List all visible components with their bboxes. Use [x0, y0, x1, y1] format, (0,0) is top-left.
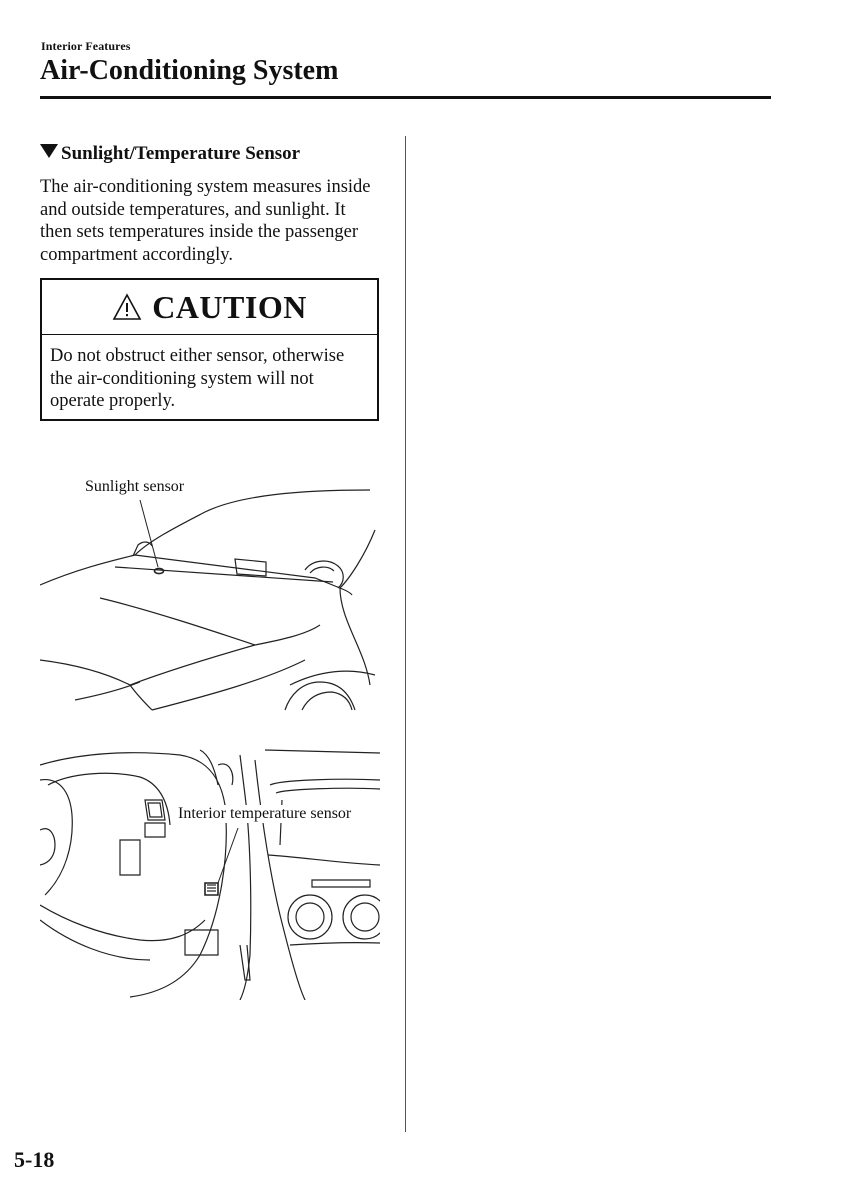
subheading [40, 142, 300, 166]
dashboard-illustration [40, 745, 380, 1000]
body-paragraph: The air-conditioning system measures inside and outside temperatures, and sunlight. It then sets temperatures inside the passenger compartment accordingly. [40, 177, 371, 265]
sunlight-sensor-figure [40, 470, 380, 715]
triangle-bullet-icon [40, 144, 58, 158]
column-divider [405, 136, 406, 1132]
caution-text: Do not obstruct either sensor, otherwise the air-conditioning system will not operate properly. [50, 346, 345, 411]
subheading-text: Sunlight/Temperature Sensor [61, 143, 301, 164]
sunlight-sensor-label: Sunlight sensor [85, 478, 185, 495]
page-number: 5-18 [14, 1147, 55, 1172]
warning-triangle-icon [112, 293, 142, 321]
caution-box [40, 278, 379, 421]
section-label: Interior Features [41, 39, 131, 53]
caution-header [42, 280, 377, 335]
header-rule [40, 96, 771, 99]
windshield-illustration [40, 470, 380, 715]
page-title: Air-Conditioning System [40, 55, 339, 86]
caution-title: CAUTION [152, 288, 307, 325]
interior-sensor-figure [40, 745, 380, 1000]
interior-sensor-label: Interior temperature sensor [178, 805, 352, 822]
